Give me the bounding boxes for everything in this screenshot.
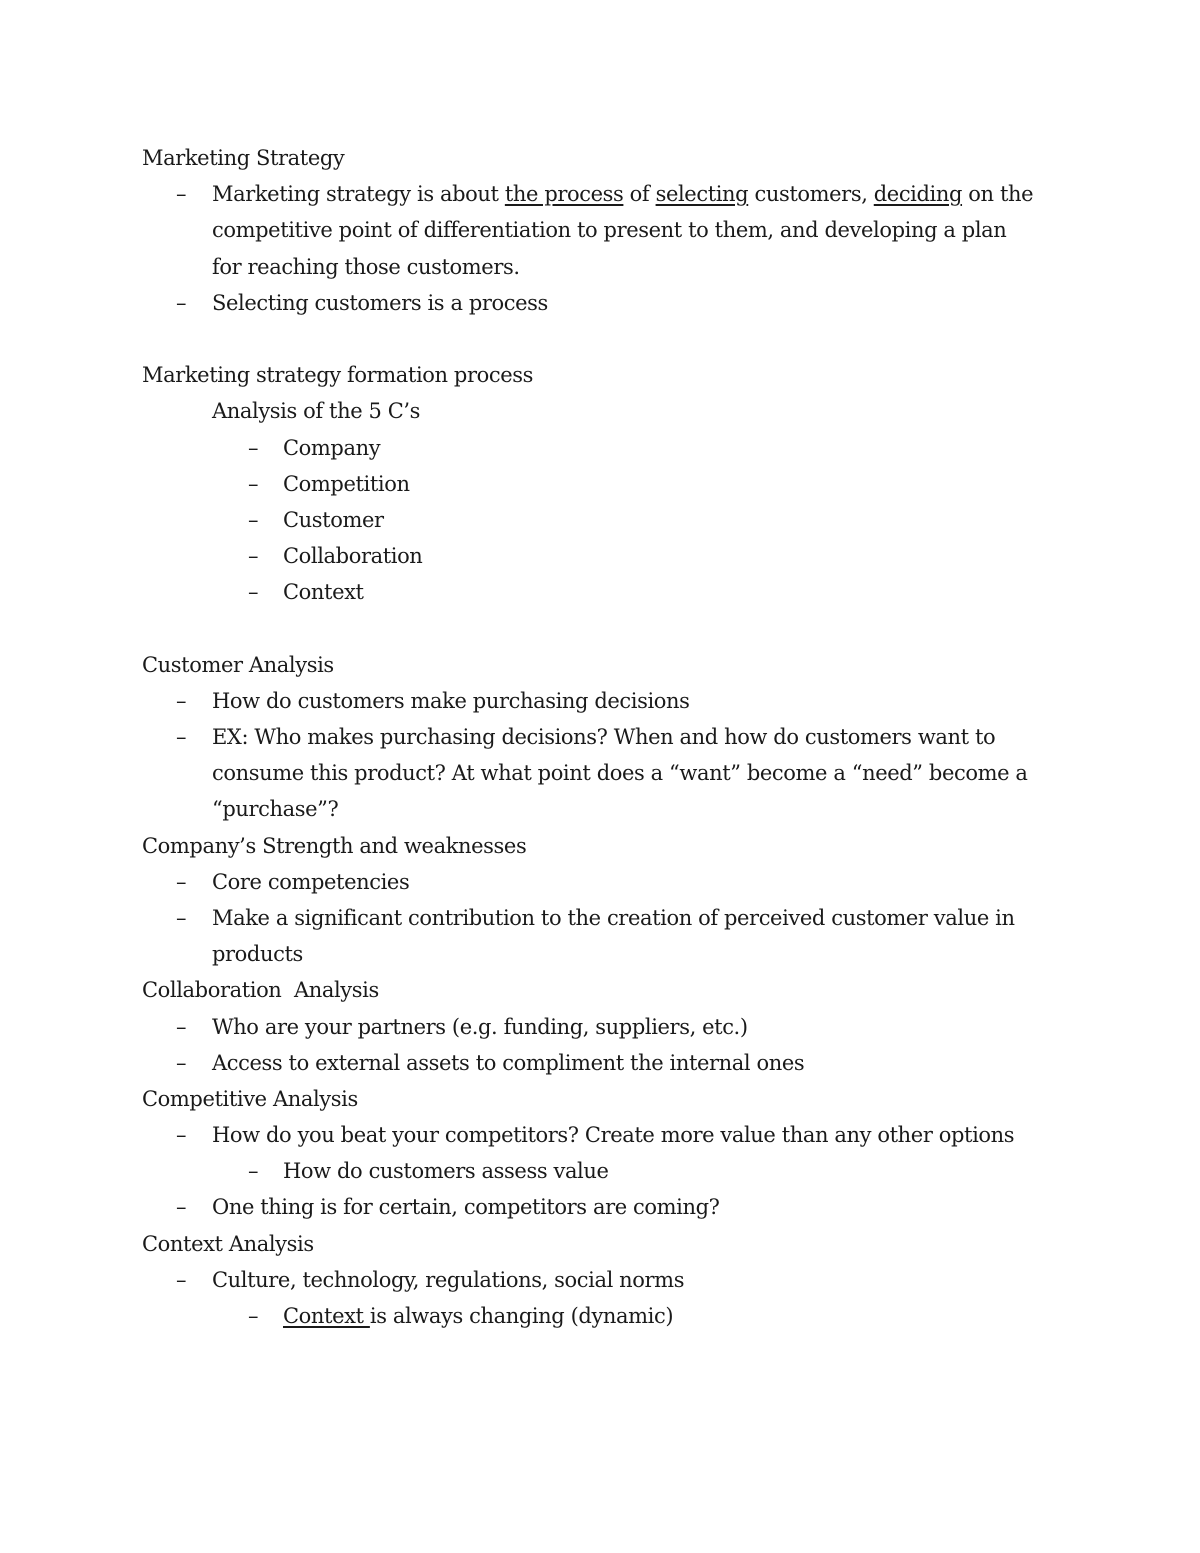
underlined-deciding: deciding: [873, 182, 963, 207]
list-item-competition: – Competition: [142, 466, 1062, 502]
bullet-dash: –: [176, 725, 187, 749]
bullet-continuation: competitive point of differentiation to present to them, and developing a plan: [212, 218, 1007, 243]
bullet-dash: –: [176, 290, 187, 315]
bullet-dash: –: [248, 580, 259, 605]
underlined-selecting: selecting: [655, 182, 749, 207]
heading-collaboration-analysis: Collaboration Analysis: [142, 978, 379, 1003]
blank-line: [142, 321, 1062, 357]
bullet-continuation: “purchase”?: [212, 797, 339, 822]
bullet-core-competencies: – Core competencies: [142, 864, 1062, 900]
heading-marketing-strategy: Marketing Strategy: [142, 146, 345, 170]
bullet-dash: –: [176, 905, 187, 930]
bullet-dash: –: [248, 435, 259, 460]
bullet-dash: –: [176, 182, 187, 207]
bullet-significant-contribution: – Make a significant contribution to the creation of perceived customer value in: [142, 900, 1062, 936]
subbullet-context-changing: – Context is always changing (dynamic): [142, 1298, 1062, 1334]
list-item-context: – Context: [142, 574, 1062, 610]
bullet-competitors-coming: – One thing is for certain, competitors are coming?: [142, 1189, 1062, 1225]
underlined-the-process: the process: [504, 182, 624, 207]
bullet-example-questions: – EX: Who makes purchasing decisions? When and how do customers want to: [142, 719, 1062, 755]
bullet-dash: –: [248, 507, 259, 532]
bullet-continuation: products: [212, 942, 303, 967]
bullet-dash: –: [176, 688, 187, 713]
bullet-dash: –: [176, 1267, 187, 1292]
heading-formation-process: Marketing strategy formation process: [142, 363, 533, 388]
bullet-dash: –: [176, 869, 187, 894]
bullet-continuation: for reaching those customers.: [212, 254, 520, 279]
heading-customer-analysis: Customer Analysis: [142, 652, 334, 677]
heading-competitive-analysis: Competitive Analysis: [142, 1086, 358, 1111]
list-item-customer: – Customer: [142, 502, 1062, 538]
document-body: [142, 140, 1062, 1334]
bullet-dash: –: [248, 1159, 259, 1184]
bullet-dash: –: [176, 1195, 187, 1220]
bullet-dash: –: [176, 1050, 187, 1075]
bullet-purchasing-decisions: – How do customers make purchasing decisions: [142, 683, 1062, 719]
bullet-dash: –: [248, 471, 259, 496]
bullet-selecting-customers: – Selecting customers is a process: [142, 285, 1062, 321]
bullet-marketing-strategy-definition: – Marketing strategy is about the process of selecting customers, deciding on the: [142, 176, 1062, 212]
blank-line: [142, 610, 1062, 646]
bullet-external-assets: – Access to external assets to compliment the internal ones: [142, 1045, 1062, 1081]
bullet-beat-competitors: – How do you beat your competitors? Create more value than any other options: [142, 1117, 1062, 1153]
bullet-continuation: consume this product? At what point does a “want” become a “need” become a: [212, 761, 1028, 786]
bullet-partners: – Who are your partners (e.g. funding, suppliers, etc.): [142, 1009, 1062, 1045]
bullet-dash: –: [248, 1304, 259, 1328]
subbullet-assess-value: – How do customers assess value: [142, 1153, 1062, 1189]
list-item-collaboration: – Collaboration: [142, 538, 1062, 574]
heading-context-analysis: Context Analysis: [142, 1231, 314, 1256]
bullet-dash: –: [248, 544, 259, 569]
underlined-context: Context: [283, 1304, 370, 1328]
subheading-5cs: Analysis of the 5 C’s: [212, 399, 421, 424]
list-item-company: – Company: [142, 430, 1062, 466]
heading-company-strengths: Company’s Strength and weaknesses: [142, 833, 527, 858]
bullet-culture-technology: – Culture, technology, regulations, social norms: [142, 1262, 1062, 1298]
bullet-dash: –: [176, 1014, 187, 1039]
bullet-dash: –: [176, 1123, 187, 1148]
